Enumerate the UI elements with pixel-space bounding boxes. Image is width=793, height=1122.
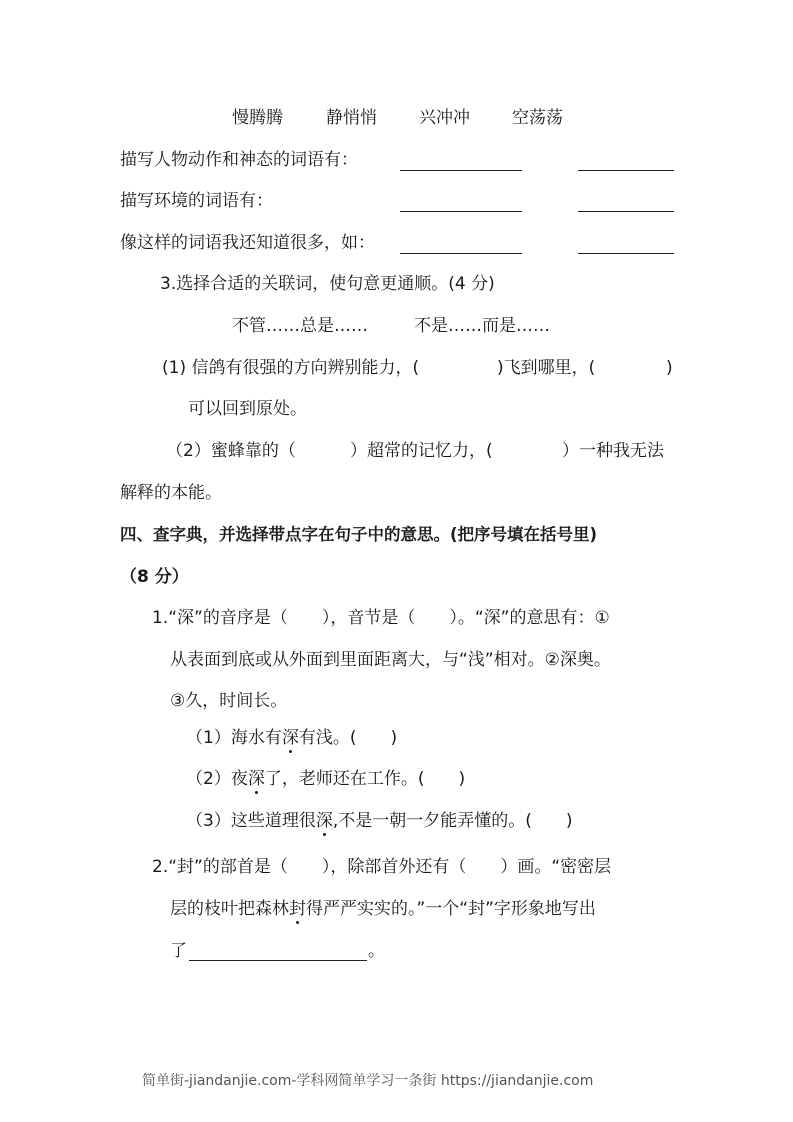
- fill-row-1-blank-2[interactable]: [578, 170, 674, 171]
- q3-title: 3.选择合适的关联词，使句意更通顺。(4 分): [160, 274, 495, 294]
- q3-s2-part-b: ）超常的记忆力，(: [350, 441, 493, 461]
- q3-option-1: 不管……总是……: [232, 316, 368, 336]
- item2-line2-post: 得严严实实的。”一个“封”字形象地写出: [306, 899, 596, 919]
- item1-line3: ③久，时间长。: [170, 691, 288, 711]
- item2-line2-pre: 层的枝叶把森林: [170, 899, 289, 919]
- q3-option-2: 不是……而是……: [414, 316, 550, 336]
- fill-row-2-blank-1[interactable]: [400, 211, 522, 212]
- q3-s1-line2: 可以回到原处。: [188, 399, 307, 419]
- item2-line2: [170, 898, 596, 920]
- item2-line3-post: 。: [368, 941, 385, 961]
- fill-row-2-label: 描写环境的词语有：: [120, 191, 273, 211]
- item1-sub-2: [186, 768, 465, 790]
- item1-sub-2-post: 了，老师还在工作。( ): [264, 769, 466, 789]
- word-1: 慢腾腾: [232, 108, 283, 128]
- section4-score: （8 分）: [120, 567, 189, 587]
- word-4: 空荡荡: [512, 108, 563, 128]
- q3-s1-part-b: )飞到哪里，(: [497, 358, 596, 378]
- item1-sub-3-dotted-char: 深: [315, 811, 333, 831]
- fill-row-3-blank-2[interactable]: [578, 253, 674, 254]
- section4-heading: 四、查字典，并选择带点字在句子中的意思。(把序号填在括号里): [120, 525, 598, 544]
- item1-sub-1-pre: （1）海水有: [186, 728, 282, 748]
- item2-answer-blank[interactable]: [189, 960, 367, 961]
- item1-line1: 1.“深”的音序是（ ），音节是（ ）。“深”的意思有：①: [152, 608, 610, 628]
- word-2: 静悄悄: [326, 108, 377, 128]
- fill-row-3-label: 像这样的词语我还知道很多，如：: [120, 233, 375, 253]
- item1-sub-1-dotted-char: 深: [281, 728, 299, 748]
- q3-s2-part-a: （2）蜜蜂靠的（: [166, 441, 296, 461]
- item2-line1: 2.“封”的部首是（ ），除部首外还有（ ）画。“密密层: [152, 857, 612, 877]
- page-footer: 简单街-jiandanjie.com-学科网简单学习一条街 https://jiandanjie.com: [142, 1073, 594, 1089]
- fill-row-3-blank-1[interactable]: [400, 253, 522, 254]
- item1-sub-2-dotted-char: 深: [247, 769, 265, 789]
- fill-row-1-label: 描写人物动作和神态的词语有：: [120, 150, 358, 170]
- item1-sub-3: [186, 810, 573, 832]
- item2-line3-pre: 了: [170, 941, 187, 961]
- item2-line2-dotted-char: 封: [289, 899, 306, 919]
- item1-sub-3-post: ,不是一朝一夕能弄懂的。( ): [332, 811, 573, 831]
- item1-sub-1: [186, 727, 397, 749]
- word-3: 兴冲冲: [419, 108, 470, 128]
- item1-sub-3-pre: （3）这些道理很: [186, 811, 316, 831]
- q3-s1-part-a: (1) 信鸽有很强的方向辨别能力，(: [162, 358, 420, 378]
- q3-s2-line2: 解释的本能。: [120, 483, 222, 503]
- q3-s2-part-c: ）一种我无法: [562, 441, 664, 461]
- fill-row-1-blank-1[interactable]: [400, 170, 522, 171]
- fill-row-2-blank-2[interactable]: [578, 211, 674, 212]
- item1-sub-2-pre: （2）夜: [186, 769, 248, 789]
- item1-line2: 从表面到底或从外面到里面距离大，与“浅”相对。②深奥。: [170, 650, 611, 670]
- q3-s1-part-c: ): [666, 358, 673, 378]
- item1-sub-1-post: 有浅。( ): [298, 728, 398, 748]
